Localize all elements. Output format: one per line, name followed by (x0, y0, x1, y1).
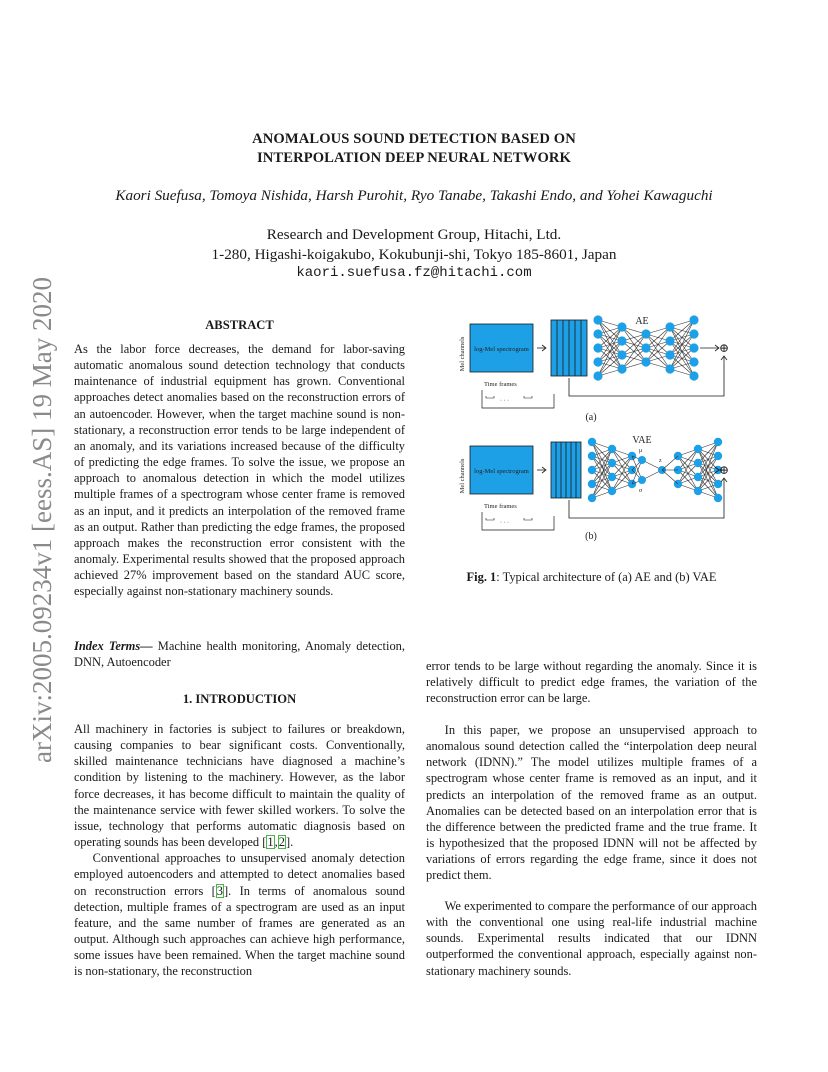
right-paragraph-2: In this paper, we propose an unsupervised approach to anomalous sound detection called the “interpolation deep neural network (IDNN).” The model utilizes multiple frames of a spectrogram whose center frame is removed as an input, and it predicts an interpolation of the removed frame as an output. Anomalies can be detected based on an interpolation error that is the difference between the predicted frame and the true frame. It is hypothesized that the proposed IDNN will not be affected by variations of errors regarding the edge frame, since it does not predict them. (426, 723, 757, 883)
ae-network-node (641, 357, 650, 366)
ae-network-node (665, 350, 674, 359)
affiliation-address: 1-280, Higashi-koigakubo, Kokubunji-shi, Tokyo 185-8601, Japan (211, 245, 617, 263)
figure-1 (452, 300, 752, 570)
z-label: z (659, 458, 662, 464)
vae-encoder-node (608, 445, 616, 453)
intro-p1-text: All machinery in factories is subject to failures or breakdown, causing companies to bear significant costs. Conventionally, skilled maintenance technicians have diagnosed a machine’s condition by listening to the machinery. However, as the labor force decreases, it has become difficult to maintain the quality of the maintenance service with fewer skilled workers. To solve the issue, technology that performs automatic diagnosis based on operating sounds has been developed (74, 722, 405, 850)
ae-network-node (665, 336, 674, 345)
intro-body-left (74, 721, 405, 980)
vae-encoder-node (608, 459, 616, 467)
vae-decoder-node (714, 480, 722, 488)
vae-decoder-node (694, 473, 702, 481)
error-sum-symbol: ⊕ (718, 341, 730, 355)
vae-decoder-node (714, 438, 722, 446)
author-list: Kaori Suefusa, Tomoya Nishida, Harsh Purohit, Ryo Tanabe, Takashi Endo, and Yohei Kawaguchi (115, 187, 713, 204)
figure-caption (426, 570, 757, 585)
subfigure-b-label: (b) (585, 531, 597, 542)
intro-heading: 1. INTRODUCTION (182, 692, 297, 706)
citation-link[interactable]: 3 (216, 883, 224, 898)
ae-network-node (617, 364, 626, 373)
index-terms-text: Machine health monitoring, Anomaly detection, DNN, Autoencoder (74, 639, 405, 670)
mel-channels-label: Mel channels (459, 336, 466, 372)
frame-tick (524, 518, 532, 520)
right-paragraph-3: We experimented to compare the performance of our approach with the conventional one using real-life industrial machine sounds. Experimental results indicated that our IDNN outperformed the conventional approach, especially against non-stationary machinery sounds. (426, 899, 757, 978)
ae-network-node (617, 350, 626, 359)
arxiv-side-stamp: arXiv:2005.09234v1 [eess.AS] 19 May 2020 (27, 277, 57, 763)
vae-decoder-node (714, 494, 722, 502)
spectrogram-label: log-Mel spectrogram (474, 346, 529, 353)
vae-encoder-node (588, 452, 596, 460)
frame-tick (486, 518, 494, 520)
author-email: kaori.suefusa.fz@hitachi.com (296, 265, 532, 281)
sigma-label: σ (639, 488, 643, 494)
error-sum-symbol: ⊕ (718, 463, 730, 477)
intro-paragraph-1: All machinery in factories is subject to failures or breakdown, causing companies to bear significant costs. Conventionally, skilled maintenance technicians have diagnosed a machine’s condition by listening to the machinery. However, as the labor force decreases, it has become difficult to maintain the quality of the maintenance service with fewer skilled workers. To solve the issue, technology that performs automatic diagnosis based on operating sounds has been developed [1,2]. (74, 722, 405, 850)
spectrogram-label: log-Mel spectrogram (474, 468, 529, 475)
caption-label: Fig. 1 (466, 570, 497, 584)
ae-network-node (593, 357, 602, 366)
vae-decoder-node (694, 459, 702, 467)
citation-link[interactable]: 1 (267, 835, 274, 850)
title-line-2: INTERPOLATION DEEP NEURAL NETWORK (256, 150, 571, 166)
vae-encoder-node (588, 438, 596, 446)
time-dots: · · · (500, 398, 509, 404)
ae-network-node (593, 315, 602, 324)
index-terms-label: Index Terms— (74, 639, 153, 653)
ae-network-node (689, 357, 698, 366)
time-bracket (482, 512, 554, 530)
vae-decoder-node (714, 452, 722, 460)
ae-network-node (593, 371, 602, 380)
title-line-1: ANOMALOUS SOUND DETECTION BASED ON (252, 131, 576, 147)
vae-encoder-node (588, 466, 596, 474)
ae-network-node (593, 343, 602, 352)
ae-network-node (641, 329, 650, 338)
affiliation-org: Research and Development Group, Hitachi, Ltd. (266, 226, 562, 243)
time-frames-label: Time frames (484, 381, 517, 388)
vae-decoder-node (694, 445, 702, 453)
vae-title: VAE (632, 435, 652, 446)
vae-encoder-node (588, 494, 596, 502)
vae-encoder-node (608, 473, 616, 481)
ae-network-node (689, 371, 698, 380)
vae-decoder-node (694, 487, 702, 495)
ae-network-node (665, 322, 674, 331)
ae-title: AE (635, 316, 649, 327)
vae-encoder-node (608, 487, 616, 495)
mu-node (638, 456, 646, 464)
ae-network-node (689, 329, 698, 338)
time-bracket (482, 390, 554, 408)
time-frames-label: Time frames (484, 503, 517, 510)
subfigure-a-label: (a) (585, 412, 597, 423)
ae-network-node (689, 315, 698, 324)
sigma-node (638, 476, 646, 484)
ae-network-node (641, 343, 650, 352)
architecture-diagram (452, 300, 752, 570)
intro-paragraph-2: Conventional approaches to unsupervised anomaly detection employed autoencoders and attempted to detect anomalies based on reconstruction errors [3]. In terms of anomalous sound detection, multiple frames of a spectrogram are used as an input feature, and the same number of frames are generated as an output. Although such approaches can achieve high performance, some issues have been remained. When the target machine sound is non-stationary, the reconstruction (74, 851, 405, 979)
ae-network-node (617, 322, 626, 331)
frame-tick (524, 396, 532, 398)
intro-p1-end: . (290, 835, 294, 850)
mu-label: μ (639, 448, 643, 454)
intro-p2-end: . In terms of anomalous sound detection, multiple frames of a spectrogram are used as an input feature, and the same number of frames are generated as an output. Although such approaches can achieve high performance, some issues have been remained. When the target machine sound is non-stationary, the reconstruction (74, 883, 405, 979)
time-dots: · · · (500, 520, 509, 526)
intro-p2-text: Conventional approaches to unsupervised anomaly detection employed autoencoders and attempted to detect anomalies based on reconstruction errors (74, 851, 405, 898)
vae-encoder-node (588, 480, 596, 488)
citation-link[interactable]: 2 (278, 835, 285, 850)
mel-channels-label: Mel channels (459, 458, 466, 494)
abstract-body: As the labor force decreases, the demand for labor-saving automatic anomalous sound detection technology that conducts maintenance of industrial equipment has grown. Conventional approaches detect anomalies based on the reconstruction errors of an autoencoder. However, when the target machine sound is non-stationary, a reconstruction error tends to be large independent of an anomaly, and its variations increased because of the difficulty of predicting the edge frames. To solve the issue, we propose an approach to anomalous detection in which the model utilizes multiple frames of a spectrogram whose center frame is removed as an input, and it predicts an interpolation of the removed frame as an output. Rather than predicting the edge frames, the proposed approach makes the reconstruction error consistent with the anomaly. Experimental results showed that the proposed approach achieved 27% improvement based on the standard AUC score, especially against non-stationary machinery sounds. (74, 342, 405, 599)
ae-network-node (665, 364, 674, 373)
caption-text: : Typical architecture of (a) AE and (b) VAE (496, 570, 717, 584)
index-terms (74, 638, 405, 670)
affiliation-block (0, 225, 828, 284)
right-paragraph-1: error tends to be large without regarding the anomaly. Since it is relatively difficult to predict edge frames, the variation of the reconstruction error can be large. (426, 659, 757, 706)
ae-network-node (617, 336, 626, 345)
abstract-heading: ABSTRACT (205, 318, 274, 332)
paper-title (0, 130, 828, 168)
ae-network-node (689, 343, 698, 352)
ae-network-node (593, 329, 602, 338)
frame-tick (486, 396, 494, 398)
